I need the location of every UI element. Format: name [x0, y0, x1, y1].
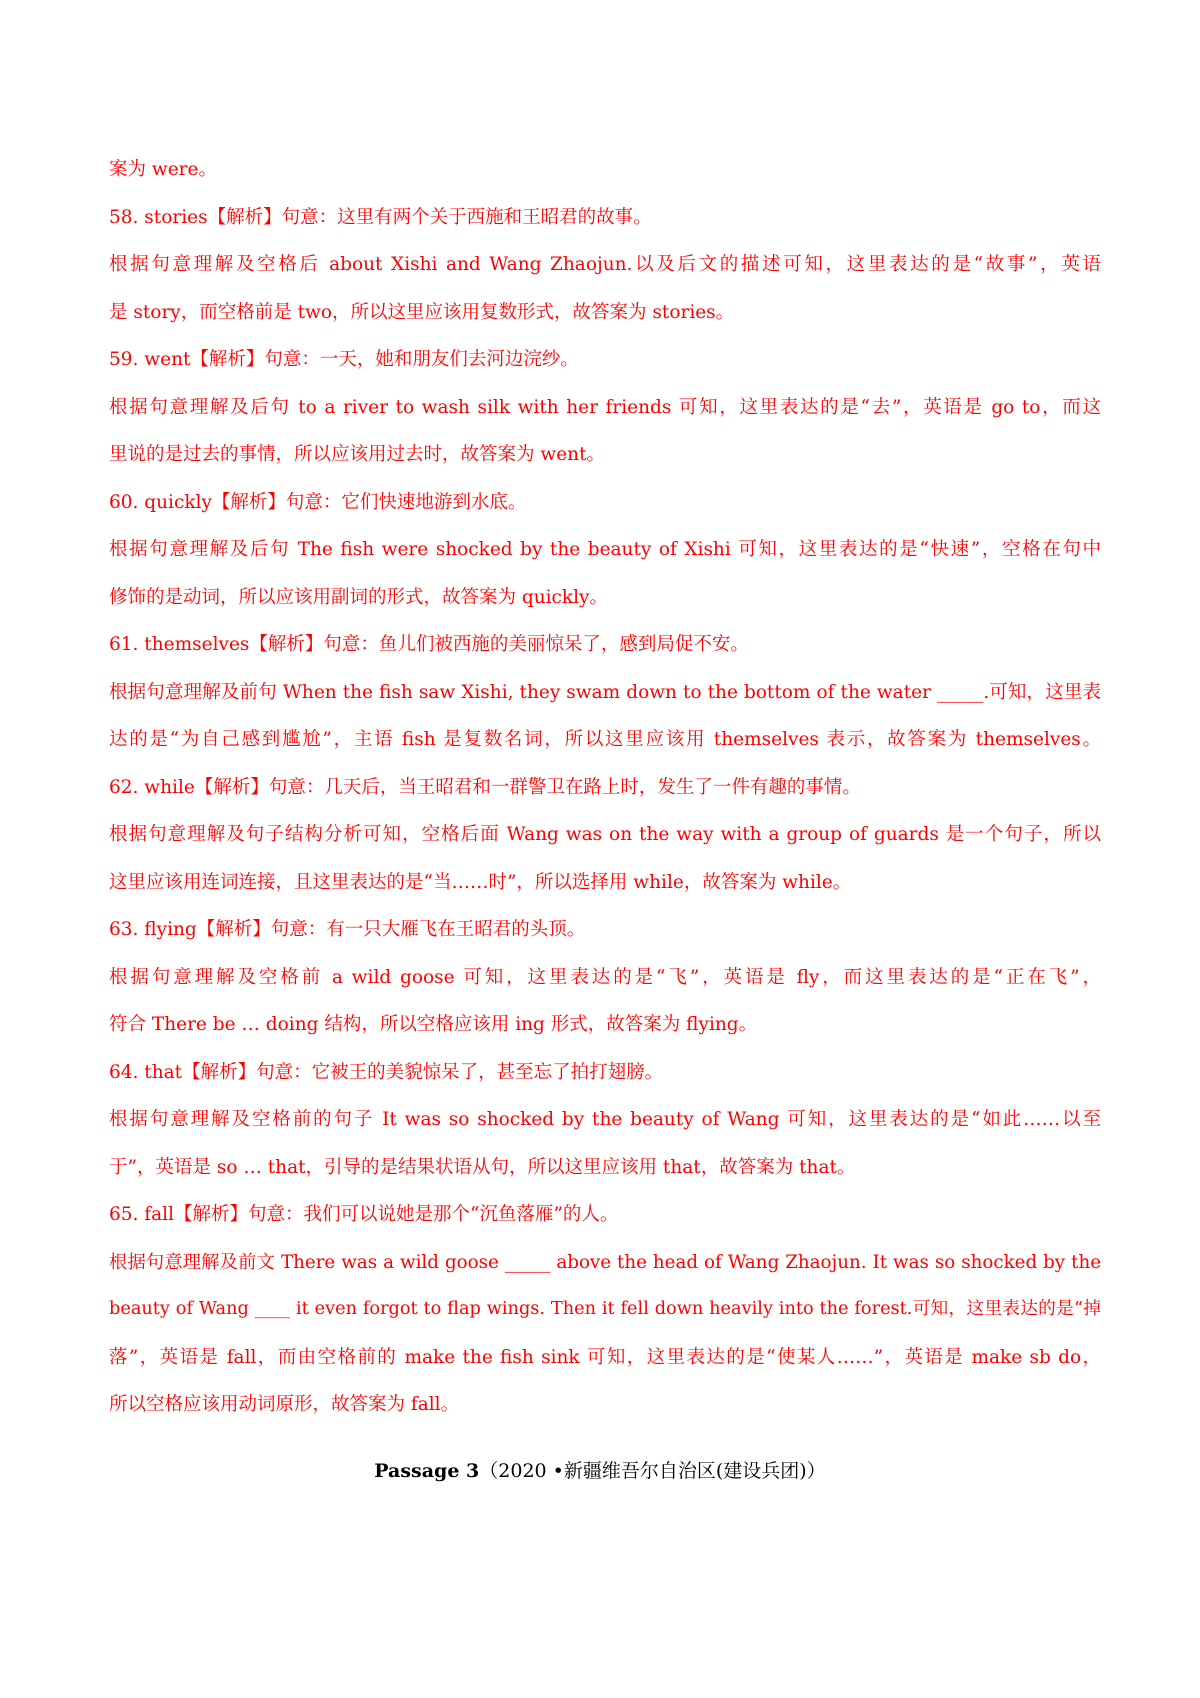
passage-title: Passage 3: [374, 1460, 480, 1482]
passage-heading: [0, 1456, 1200, 1486]
text-line: 这里应该用连词连接，且这里表达的是“当……时”，所以选择用 while，故答案为 while。: [109, 871, 852, 893]
text-line: 根据句意理解及前句 When the fish saw Xishi, they swam down to the bottom of the water _____.可知，这里表: [109, 681, 1101, 703]
answer-heading: 62. while【解析】句意：几天后，当王昭君和一群警卫在路上时，发生了一件有趣的事情。: [109, 776, 861, 798]
text-line: 根据句意理解及前文 There was a wild goose _____ above the head of Wang Zhaojun. It was so shocked by the: [109, 1251, 1101, 1273]
text-line: 案为 were。: [109, 159, 217, 180]
text-line: 根据句意理解及空格后 about Xishi and Wang Zhaojun.以及后文的描述可知，这里表达的是“故事”，英语: [109, 254, 1101, 275]
text-line: 达的是“为自己感到尴尬”，主语 fish 是复数名词，所以这里应该用 themselves 表示，故答案为 themselves。: [109, 729, 1101, 750]
text-line: 根据句意理解及空格前 a wild goose 可知，这里表达的是“飞”，英语是 fly，而这里表达的是“正在飞”，: [109, 966, 1101, 988]
text-line: 所以空格应该用动词原形，故答案为 fall。: [109, 1394, 460, 1415]
text-line: 根据句意理解及空格前的句子 It was so shocked by the beauty of Wang 可知，这里表达的是“如此……以至: [109, 1109, 1101, 1130]
passage-source: （2020 •新疆维吾尔自治区(建设兵团)）: [479, 1460, 826, 1482]
text-line: 于”，英语是 so … that，引导的是结果状语从句，所以这里应该用 that，故答案为 that。: [109, 1156, 856, 1178]
answer-heading: 60. quickly【解析】句意：它们快速地游到水底。: [109, 491, 527, 513]
text-line: 根据句意理解及后句 to a river to wash silk with her friends 可知，这里表达的是“去”，英语是 go to，而这: [109, 396, 1101, 418]
answer-heading: 58. stories【解析】句意：这里有两个关于西施和王昭君的故事。: [109, 206, 652, 228]
text-line: 落”，英语是 fall，而由空格前的 make the fish sink 可知，这里表达的是“使某人……”，英语是 make sb do，: [109, 1346, 1101, 1368]
text-line: 里说的是过去的事情，所以应该用过去时，故答案为 went。: [109, 444, 606, 465]
text-line: 修饰的是动词，所以应该用副词的形式，故答案为 quickly。: [109, 586, 608, 608]
text-line: 根据句意理解及后句 The fish were shocked by the beauty of Xishi 可知，这里表达的是“快速”，空格在句中: [109, 539, 1101, 560]
text-line: 根据句意理解及句子结构分析可知，空格后面 Wang was on the way with a group of guards 是一个句子，所以: [109, 824, 1101, 845]
answer-heading: 61. themselves【解析】句意：鱼儿们被西施的美丽惊呆了，感到局促不安。: [109, 634, 749, 655]
text-line: beauty of Wang ____ it even forgot to flap wings. Then it fell down heavily into the forest.可知，这里表达的是“掉: [109, 1299, 1101, 1319]
answer-heading: 65. fall【解析】句意：我们可以说她是那个“沉鱼落雁”的人。: [109, 1204, 619, 1225]
text-line: 符合 There be … doing 结构，所以空格应该用 ing 形式，故答案为 flying。: [109, 1014, 758, 1035]
answer-heading: 64. that【解析】句意：它被王的美貌惊呆了，甚至忘了拍打翅膀。: [109, 1061, 664, 1083]
answer-heading: 59. went【解析】句意：一天，她和朋友们去河边浣纱。: [109, 349, 579, 370]
answer-heading: 63. flying【解析】句意：有一只大雁飞在王昭君的头顶。: [109, 919, 586, 940]
answer-explanations: [109, 146, 1101, 1429]
text-line: 是 story，而空格前是 two，所以这里应该用复数形式，故答案为 stories。: [109, 301, 735, 323]
